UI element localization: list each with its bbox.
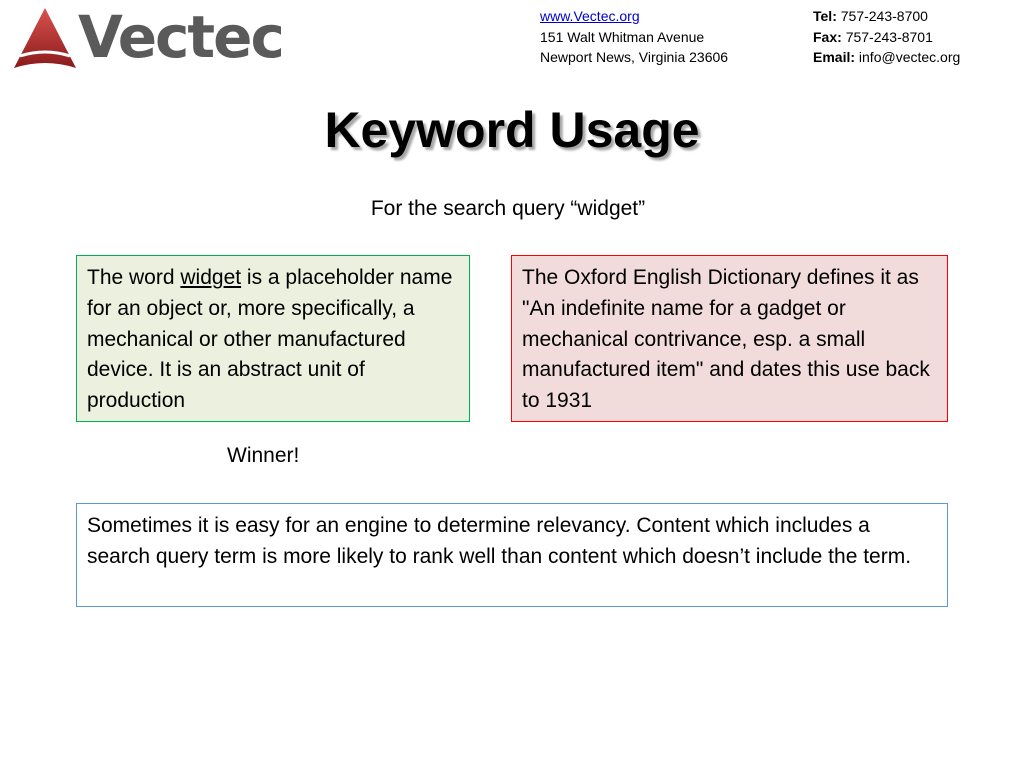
explanation-box (76, 503, 948, 607)
logo-triangle-icon (12, 6, 78, 72)
tel-value: 757-243-8700 (840, 8, 928, 24)
contact-phone (813, 6, 960, 68)
email-value: info@vectec.org (858, 49, 961, 65)
logo-wordmark: Vectec (78, 3, 283, 71)
definition-box-winner (76, 255, 470, 422)
fax-label: Fax: (813, 28, 842, 45)
definition-box-oed (511, 255, 948, 422)
green-box-post: is a placeholder name for an object or, more specifically, a mechanical or other manufactured device. It is an abstract unit of production (87, 266, 453, 413)
vectec-logo (12, 3, 292, 72)
address-line-2: Newport News, Virginia 23606 (540, 49, 729, 65)
blue-box-text: Sometimes it is easy for an engine to determine relevancy. Content which includes a search query term is more likely to rank well than content which doesn’t include the term. (87, 514, 912, 568)
green-box-pre: The word (87, 266, 181, 289)
email-label: Email: (813, 49, 856, 65)
slide-title: Keyword Usage (324, 102, 700, 158)
tel-label: Tel: (813, 8, 837, 24)
slide-subtitle: For the search query “widget” (370, 197, 646, 220)
address-line-1: 151 Walt Whitman Avenue (540, 28, 705, 45)
fax-value: 757-243-8701 (845, 28, 933, 45)
website-link[interactable]: www.Vectec.org (540, 8, 640, 24)
keyword-widget: widget (180, 266, 242, 289)
contact-address (540, 6, 728, 68)
winner-label: Winner! (227, 444, 300, 467)
red-box-text: The Oxford English Dictionary defines it as "An indefinite name for a gadget or mechanical contrivance, esp. a small manufactured item" and dates this use back to 1931 (522, 266, 930, 413)
